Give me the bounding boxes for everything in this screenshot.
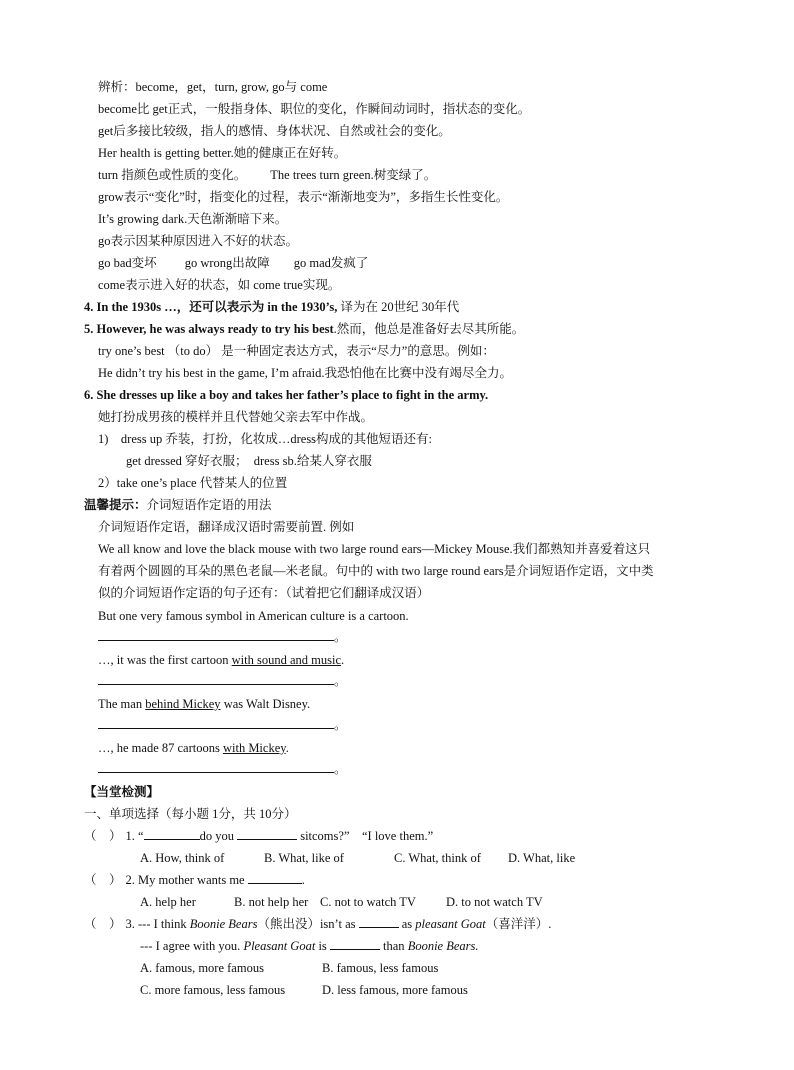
- q2-end: .: [301, 873, 305, 887]
- turn-line: [98, 166, 436, 184]
- q1-option-c: C. What, think of: [394, 851, 481, 865]
- q1-stem-b: do you: [199, 829, 234, 843]
- point-4-rest: 译为在 20世纪 30年代: [337, 300, 460, 314]
- sentence-3-underlined: behind Mickey: [145, 697, 221, 711]
- tip-intro: 介词短语作定语，翻译成汉语时需要前置. 例如: [98, 520, 355, 534]
- q3-line-2: [140, 937, 479, 955]
- q3-line2-c: is: [315, 939, 330, 953]
- q3-option-a: A. famous, more famous: [140, 961, 264, 975]
- q3-line2-a: --- I agree with you.: [140, 939, 244, 953]
- q2-option-c: C. not to watch TV: [320, 895, 416, 909]
- come-note: come表示进入好的状态，如 come true实现。: [98, 278, 341, 292]
- point-4: [84, 298, 459, 316]
- q3-line1-a: --- I think: [138, 917, 190, 931]
- q3-option-b: B. famous, less famous: [322, 961, 439, 975]
- q2-option-a: A. help her: [140, 895, 196, 909]
- q2-stem: My mother wants me: [138, 873, 245, 887]
- blank-period: 。: [334, 674, 347, 688]
- answer-blank-1[interactable]: [98, 628, 334, 641]
- answer-paren[interactable]: （ ）: [84, 873, 122, 887]
- tip-example-line-3: 似的介词短语作定语的句子还有：（试着把它们翻译成汉语）: [98, 586, 430, 600]
- tip-sentence-2: [98, 651, 344, 669]
- question-number: 1.: [125, 829, 135, 843]
- point-5-note: try one’s best （to do） 是一种固定表达方式，表示“尽力”的意思。例如：: [98, 344, 495, 358]
- q3-line2-e: Boonie Bears.: [407, 939, 479, 953]
- sentence-4-underlined: with Mickey: [222, 741, 286, 755]
- q1-blank-1[interactable]: [144, 827, 200, 840]
- q3-option-c: C. more famous, less famous: [140, 983, 286, 997]
- tip-sentence-3: [98, 695, 310, 713]
- go-note: go表示因某种原因进入不好的状态。: [98, 234, 299, 248]
- get-note: get后多接比较级，指人的感情、身体状况、自然或社会的变化。: [98, 124, 451, 138]
- become-note: become比 get正式，一般指身体、职位的变化，作瞬间动词时，指状态的变化。: [98, 102, 531, 116]
- answer-paren[interactable]: （ ）: [84, 829, 122, 843]
- q2-option-d: D. to not watch TV: [446, 895, 543, 909]
- tip-title: 介词短语作定语的用法: [146, 498, 272, 512]
- go-example-2: go wrong出故障: [184, 256, 270, 270]
- tip-example-line-1: We all know and love the black mouse with two large round ears—Mickey Mouse.我们都熟知并喜爱着这只: [98, 542, 651, 556]
- answer-paren[interactable]: （ ）: [84, 917, 122, 931]
- q3-line2-d: than: [379, 939, 408, 953]
- sentence-3-post: was Walt Disney.: [220, 697, 311, 711]
- q3-option-d: D. less famous, more famous: [322, 983, 468, 997]
- blank-period: 。: [334, 718, 347, 732]
- point-6-item-1: 1) dress up 乔装，打扮，化妆成…dress构成的其他短语还有:: [98, 432, 433, 446]
- point-6-bold: 6. She dresses up like a boy and takes her father’s place to fight in the army.: [84, 388, 489, 402]
- grow-note: grow表示“变化”时，指变化的过程，表示“渐渐地变为”，多指生长性变化。: [98, 190, 509, 204]
- answer-blank-2[interactable]: [98, 672, 334, 685]
- go-example-1: go bad变坏: [98, 256, 157, 270]
- q1-stem-a: “: [138, 829, 144, 843]
- check-section: 一、单项选择（每小题 1分，共 10分）: [84, 807, 297, 821]
- q1-option-a: A. How, think of: [140, 851, 225, 865]
- answer-blank-4[interactable]: [98, 760, 334, 773]
- question-3: [84, 915, 551, 933]
- question-2: [84, 871, 305, 889]
- q1-stem-c: sitcoms?” “I love them.”: [300, 829, 434, 843]
- q1-option-b: B. What, like of: [264, 851, 344, 865]
- q3-line1-f: （喜洋洋）.: [485, 917, 552, 931]
- point-5-example: He didn’t try his best in the game, I’m afraid.我恐怕他在比赛中没有竭尽全力。: [98, 366, 512, 380]
- point-5: [84, 320, 524, 338]
- translation-line-3: [98, 716, 347, 734]
- q3-blank-1[interactable]: [359, 915, 399, 928]
- turn-example: The trees turn green.树变绿了。: [270, 168, 437, 182]
- q3-line1-c: （熊出没）isn’t as: [257, 917, 359, 931]
- q3-line1-e: pleasant Goat: [415, 917, 486, 931]
- go-example-3: go mad发疯了: [293, 256, 369, 270]
- sentence-2-post: .: [341, 653, 345, 667]
- q3-line1-b: Boonie Bears: [189, 917, 258, 931]
- sentence-2-underlined: with sound and music: [231, 653, 342, 667]
- point-5-rest: .然而，他总是准备好去尽其所能。: [333, 322, 525, 336]
- tip-heading: [84, 496, 272, 514]
- get-example: Her health is getting better.她的健康正在好转。: [98, 146, 347, 160]
- point-5-bold: 5. However, he was always ready to try his best: [84, 322, 334, 336]
- bianxi-title: 辨析：become，get，turn, grow, go与 come: [98, 80, 328, 94]
- q3-line1-d: as: [398, 917, 416, 931]
- point-6-item-1-example: get dressed 穿好衣服； dress sb.给某人穿衣服: [126, 454, 372, 468]
- q1-blank-2[interactable]: [237, 827, 297, 840]
- go-examples: [98, 254, 368, 272]
- answer-blank-3[interactable]: [98, 716, 334, 729]
- sentence-4-post: .: [285, 741, 289, 755]
- sentence-3-pre: The man: [98, 697, 146, 711]
- question-number: 2.: [125, 873, 135, 887]
- turn-note: turn 指颜色或性质的变化。: [98, 168, 247, 182]
- tip-sentence-1: But one very famous symbol in American culture is a cartoon.: [98, 609, 409, 623]
- q3-blank-2[interactable]: [330, 937, 380, 950]
- translation-line-4: [98, 760, 347, 778]
- translation-line-2: [98, 672, 347, 690]
- q3-line2-b: Pleasant Goat: [243, 939, 316, 953]
- sentence-2-pre: …, it was the first cartoon: [98, 653, 232, 667]
- blank-period: 。: [334, 630, 347, 644]
- tip-sentence-4: [98, 739, 289, 757]
- sentence-4-pre: …, he made 87 cartoons: [98, 741, 223, 755]
- grow-example: It’s growing dark.天色渐渐暗下来。: [98, 212, 288, 226]
- point-4-bold: 4. In the 1930s …，还可以表示为 in the 1930’s,: [84, 300, 338, 314]
- q2-option-b: B. not help her: [234, 895, 309, 909]
- question-1: [84, 827, 433, 845]
- check-title: 【当堂检测】: [84, 785, 160, 799]
- point-6-translation: 她打扮成男孩的模样并且代替她父亲去军中作战。: [98, 410, 374, 424]
- translation-line-1: [98, 628, 347, 646]
- tip-label: 温馨提示：: [84, 498, 147, 512]
- q1-option-d: D. What, like: [508, 851, 576, 865]
- point-6-item-2: 2）take one’s place 代替某人的位置: [98, 476, 288, 490]
- tip-example-line-2: 有着两个圆圆的耳朵的黑色老鼠—米老鼠。句中的 with two large round ears是介词短语作定语，文中类: [98, 564, 654, 578]
- blank-period: 。: [334, 762, 347, 776]
- question-number: 3.: [125, 917, 135, 931]
- q2-blank[interactable]: [248, 871, 302, 884]
